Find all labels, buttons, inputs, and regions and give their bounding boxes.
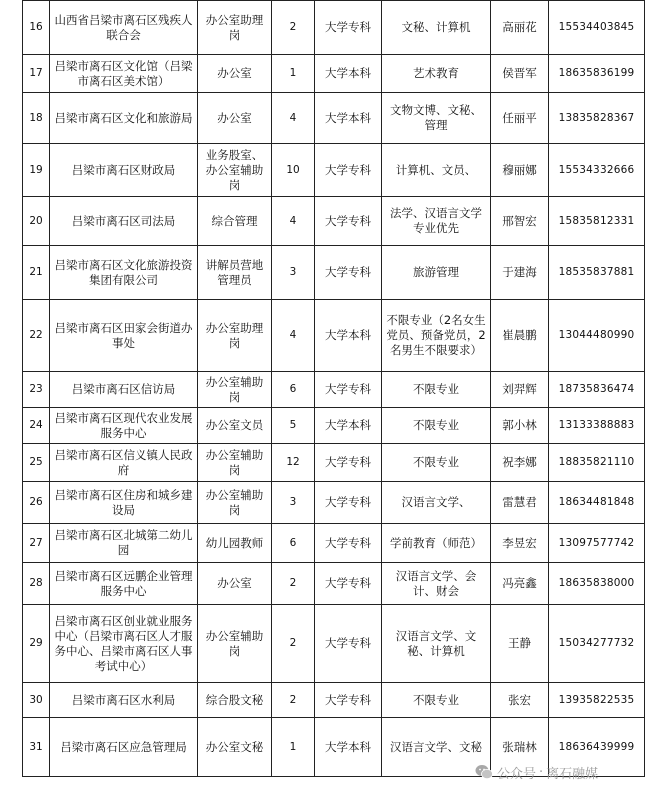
contact-person: 崔晨鹏 bbox=[491, 300, 549, 372]
contact-phone: 18635836199 bbox=[549, 55, 645, 93]
table-row bbox=[23, 55, 645, 93]
row-number: 21 bbox=[23, 246, 50, 300]
unit-name: 吕梁市离石区文化馆（吕梁市离石区美术馆） bbox=[50, 55, 198, 93]
major-requirement: 汉语言文学、文秘 bbox=[382, 718, 491, 777]
contact-phone: 13097577742 bbox=[549, 524, 645, 563]
position-name: 办公室文秘 bbox=[198, 718, 272, 777]
contact-phone: 18636439999 bbox=[549, 718, 645, 777]
major-requirement: 不限专业 bbox=[382, 372, 491, 408]
table-row bbox=[23, 482, 645, 524]
position-name: 办公室 bbox=[198, 93, 272, 144]
headcount: 10 bbox=[272, 144, 315, 197]
row-number: 29 bbox=[23, 605, 50, 683]
headcount: 2 bbox=[272, 1, 315, 55]
headcount: 2 bbox=[272, 563, 315, 605]
headcount: 3 bbox=[272, 246, 315, 300]
major-requirement: 文物文博、文秘、管理 bbox=[382, 93, 491, 144]
contact-phone: 15034277732 bbox=[549, 605, 645, 683]
education-requirement: 大学专科 bbox=[315, 605, 382, 683]
row-number: 30 bbox=[23, 683, 50, 718]
major-requirement: 艺术教育 bbox=[382, 55, 491, 93]
table-row bbox=[23, 246, 645, 300]
education-requirement: 大学本科 bbox=[315, 55, 382, 93]
unit-name: 吕梁市离石区财政局 bbox=[50, 144, 198, 197]
table-row bbox=[23, 408, 645, 444]
major-requirement: 计算机、文员、 bbox=[382, 144, 491, 197]
unit-name: 吕梁市离石区司法局 bbox=[50, 197, 198, 246]
unit-name: 吕梁市离石区远鹏企业管理服务中心 bbox=[50, 563, 198, 605]
headcount: 4 bbox=[272, 93, 315, 144]
headcount: 2 bbox=[272, 683, 315, 718]
contact-phone: 18535837881 bbox=[549, 246, 645, 300]
row-number: 24 bbox=[23, 408, 50, 444]
row-number: 25 bbox=[23, 444, 50, 482]
table-row bbox=[23, 563, 645, 605]
education-requirement: 大学专科 bbox=[315, 1, 382, 55]
row-number: 20 bbox=[23, 197, 50, 246]
unit-name: 吕梁市离石区创业就业服务中心（吕梁市离石区人才服务中心、吕梁市离石区人事考试中心） bbox=[50, 605, 198, 683]
contact-person: 祝李娜 bbox=[491, 444, 549, 482]
position-name: 综合股文秘 bbox=[198, 683, 272, 718]
unit-name: 山西省吕梁市离石区残疾人联合会 bbox=[50, 1, 198, 55]
table-row bbox=[23, 444, 645, 482]
position-name: 办公室文员 bbox=[198, 408, 272, 444]
unit-name: 吕梁市离石区现代农业发展服务中心 bbox=[50, 408, 198, 444]
contact-phone: 15534332666 bbox=[549, 144, 645, 197]
contact-person: 穆丽娜 bbox=[491, 144, 549, 197]
contact-phone: 13133388883 bbox=[549, 408, 645, 444]
contact-phone: 18735836474 bbox=[549, 372, 645, 408]
education-requirement: 大学专科 bbox=[315, 372, 382, 408]
row-number: 27 bbox=[23, 524, 50, 563]
major-requirement: 不限专业 bbox=[382, 683, 491, 718]
contact-phone: 18635838000 bbox=[549, 563, 645, 605]
education-requirement: 大学专科 bbox=[315, 444, 382, 482]
contact-person: 冯亮鑫 bbox=[491, 563, 549, 605]
major-requirement: 不限专业（2名女生党员、预备党员，2名男生不限要求） bbox=[382, 300, 491, 372]
headcount: 3 bbox=[272, 482, 315, 524]
position-name: 业务股室、办公室辅助岗 bbox=[198, 144, 272, 197]
position-name: 幼儿园教师 bbox=[198, 524, 272, 563]
major-requirement: 旅游管理 bbox=[382, 246, 491, 300]
row-number: 16 bbox=[23, 1, 50, 55]
watermark-separator: · bbox=[539, 764, 544, 780]
contact-person: 王静 bbox=[491, 605, 549, 683]
major-requirement: 法学、汉语言文学专业优先 bbox=[382, 197, 491, 246]
headcount: 12 bbox=[272, 444, 315, 482]
contact-phone: 15534403845 bbox=[549, 1, 645, 55]
row-number: 18 bbox=[23, 93, 50, 144]
contact-phone: 13935822535 bbox=[549, 683, 645, 718]
position-name: 办公室辅助岗 bbox=[198, 372, 272, 408]
headcount: 1 bbox=[272, 718, 315, 777]
contact-person: 郭小林 bbox=[491, 408, 549, 444]
contact-person: 张宏 bbox=[491, 683, 549, 718]
table-row bbox=[23, 144, 645, 197]
row-number: 28 bbox=[23, 563, 50, 605]
unit-name: 吕梁市离石区水利局 bbox=[50, 683, 198, 718]
headcount: 4 bbox=[272, 197, 315, 246]
contact-person: 高丽花 bbox=[491, 1, 549, 55]
major-requirement: 文秘、计算机 bbox=[382, 1, 491, 55]
headcount: 5 bbox=[272, 408, 315, 444]
position-name: 办公室 bbox=[198, 563, 272, 605]
position-name: 办公室助理岗 bbox=[198, 1, 272, 55]
unit-name: 吕梁市离石区应急管理局 bbox=[50, 718, 198, 777]
contact-person: 侯晋军 bbox=[491, 55, 549, 93]
education-requirement: 大学专科 bbox=[315, 482, 382, 524]
headcount: 6 bbox=[272, 372, 315, 408]
major-requirement: 不限专业 bbox=[382, 408, 491, 444]
contact-person: 于建海 bbox=[491, 246, 549, 300]
table-row bbox=[23, 93, 645, 144]
position-name: 讲解员营地管理员 bbox=[198, 246, 272, 300]
headcount: 4 bbox=[272, 300, 315, 372]
education-requirement: 大学专科 bbox=[315, 144, 382, 197]
position-name: 办公室辅助岗 bbox=[198, 605, 272, 683]
education-requirement: 大学本科 bbox=[315, 408, 382, 444]
table-row bbox=[23, 524, 645, 563]
education-requirement: 大学本科 bbox=[315, 300, 382, 372]
position-name: 办公室辅助岗 bbox=[198, 482, 272, 524]
education-requirement: 大学专科 bbox=[315, 197, 382, 246]
row-number: 31 bbox=[23, 718, 50, 777]
row-number: 17 bbox=[23, 55, 50, 93]
table-row bbox=[23, 300, 645, 372]
row-number: 26 bbox=[23, 482, 50, 524]
unit-name: 吕梁市离石区住房和城乡建设局 bbox=[50, 482, 198, 524]
table-row bbox=[23, 372, 645, 408]
education-requirement: 大学本科 bbox=[315, 718, 382, 777]
contact-phone: 13044480990 bbox=[549, 300, 645, 372]
table-row bbox=[23, 197, 645, 246]
table-row bbox=[23, 605, 645, 683]
major-requirement: 学前教育（师范） bbox=[382, 524, 491, 563]
unit-name: 吕梁市离石区文化旅游投资集团有限公司 bbox=[50, 246, 198, 300]
contact-phone: 18835821110 bbox=[549, 444, 645, 482]
row-number: 23 bbox=[23, 372, 50, 408]
education-requirement: 大学专科 bbox=[315, 524, 382, 563]
contact-phone: 13835828367 bbox=[549, 93, 645, 144]
unit-name: 吕梁市离石区信义镇人民政府 bbox=[50, 444, 198, 482]
major-requirement: 汉语言文学、文秘、计算机 bbox=[382, 605, 491, 683]
table-row bbox=[23, 683, 645, 718]
position-name: 办公室辅助岗 bbox=[198, 444, 272, 482]
headcount: 6 bbox=[272, 524, 315, 563]
position-name: 办公室 bbox=[198, 55, 272, 93]
row-number: 22 bbox=[23, 300, 50, 372]
contact-person: 任丽平 bbox=[491, 93, 549, 144]
major-requirement: 汉语言文学、会计、财会 bbox=[382, 563, 491, 605]
recruitment-table bbox=[22, 0, 645, 777]
education-requirement: 大学专科 bbox=[315, 683, 382, 718]
unit-name: 吕梁市离石区北城第二幼儿园 bbox=[50, 524, 198, 563]
contact-person: 邢智宏 bbox=[491, 197, 549, 246]
watermark-label: 公众号 bbox=[497, 766, 537, 782]
row-number: 19 bbox=[23, 144, 50, 197]
headcount: 2 bbox=[272, 605, 315, 683]
watermark bbox=[475, 761, 598, 783]
unit-name: 吕梁市离石区文化和旅游局 bbox=[50, 93, 198, 144]
major-requirement: 不限专业 bbox=[382, 444, 491, 482]
education-requirement: 大学本科 bbox=[315, 93, 382, 144]
table-row bbox=[23, 1, 645, 55]
unit-name: 吕梁市离石区田家会街道办事处 bbox=[50, 300, 198, 372]
watermark-account: 离石融媒 bbox=[546, 766, 599, 782]
contact-phone: 18634481848 bbox=[549, 482, 645, 524]
contact-person: 雷慧君 bbox=[491, 482, 549, 524]
contact-person: 刘羿辉 bbox=[491, 372, 549, 408]
position-name: 办公室助理岗 bbox=[198, 300, 272, 372]
unit-name: 吕梁市离石区信访局 bbox=[50, 372, 198, 408]
education-requirement: 大学专科 bbox=[315, 246, 382, 300]
headcount: 1 bbox=[272, 55, 315, 93]
wechat-icon bbox=[475, 764, 493, 780]
major-requirement: 汉语言文学、 bbox=[382, 482, 491, 524]
education-requirement: 大学专科 bbox=[315, 563, 382, 605]
contact-phone: 15835812331 bbox=[549, 197, 645, 246]
contact-person: 李昱宏 bbox=[491, 524, 549, 563]
contact-person: 张瑞林 bbox=[491, 718, 549, 777]
position-name: 综合管理 bbox=[198, 197, 272, 246]
